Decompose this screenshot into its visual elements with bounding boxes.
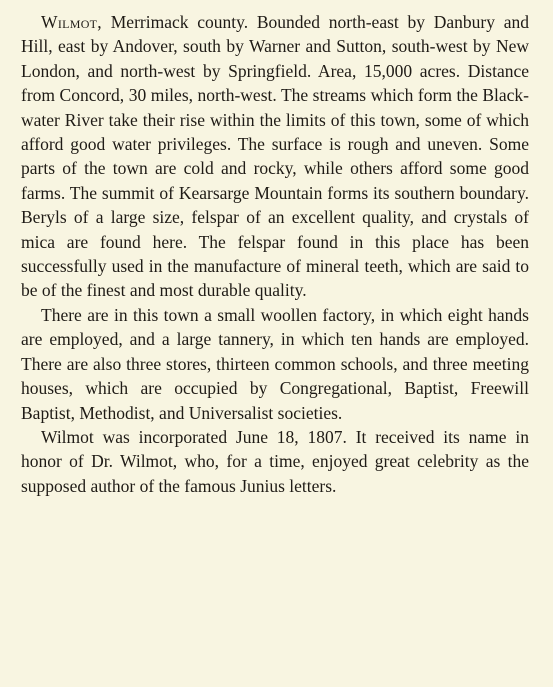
paragraph-description: [21, 10, 529, 303]
paragraph-industry: There are in this town a small woollen factory, in which eight hands are employed, and a large tannery, in which ten hands are employed. There are also three stores, thirteen common schools, and three meeting houses, which are occupied by Congregational, Baptist, Freewill Baptist, Methodist, and Universalist societies.: [21, 304, 529, 423]
paragraph-description-text: Merrimack county. Bounded north-east by Danbury and Hill, east by Andover, south by Warner and Sutton, south-west by New London, and north-west by Springfield. Area, 15,000 acres. Distance from Concord, 30 miles, north-west. The streams which form the Blackwater River take their rise within the limits of this town, some of which afford good water privileges. The surface is rough and uneven. Some parts of the town are cold and rocky, while others afford some good farms. The summit of Kearsarge Mountain forms its southern boundary. Beryls of a large size, felspar of an excellent quality, and crystals of mica are found here. The felspar found in this place has been successfully used in the manufacture of mineral teeth, which are said to be of the finest and most durable quality.: [21, 12, 529, 301]
entry-heading: Wilmot,: [41, 12, 102, 32]
paragraph-history: Wilmot was incorporated June 18, 1807. It received its name in honor of Dr. Wilmot, who, for a time, enjoyed great celebrity as the supposed author of the famous Junius letters.: [21, 426, 529, 496]
